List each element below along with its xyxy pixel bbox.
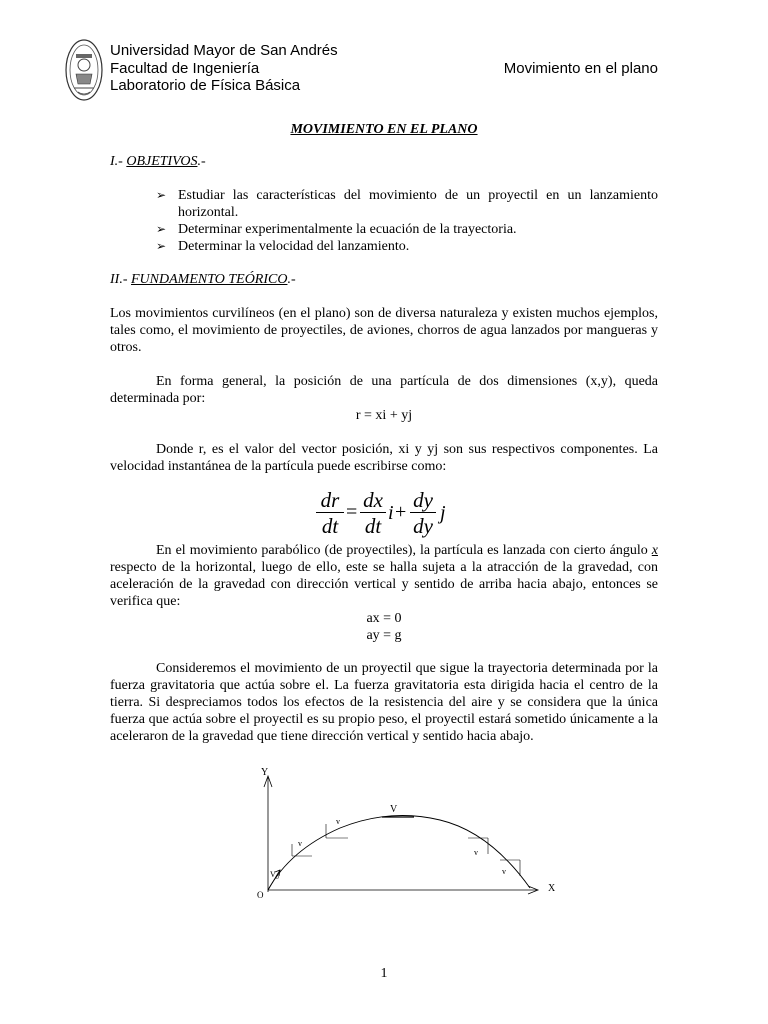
fraction-dx-dt: dx dt: [360, 488, 386, 537]
parabola-trajectory: [268, 816, 530, 891]
university-name: Universidad Mayor de San Andrés: [110, 42, 338, 59]
list-item: ➢ Determinar la velocidad del lanzamiento.: [156, 239, 410, 254]
page-number: 1: [380, 966, 388, 981]
paragraph: En forma general, la posición de una partícula de dos dimensiones (x,y), queda determinada por:: [110, 374, 658, 406]
section-suffix: .-: [197, 154, 206, 169]
section-title: FUNDAMENTO TEÓRICO: [131, 272, 288, 287]
arrow-bullet-icon: ➢: [156, 188, 167, 202]
list-item: ➢ Estudiar las características del movimiento de un proyectil en un lanzamiento horizontal.: [156, 188, 658, 220]
initial-velocity-label: $V_0$: [270, 870, 279, 881]
origin-label: O: [257, 890, 264, 900]
arrow-bullet-icon: ➢: [156, 222, 167, 236]
section-heading-objetivos: [110, 153, 658, 170]
equation-position: r = xi + yj: [355, 408, 413, 423]
unit-i: i: [388, 502, 394, 524]
header-topic: Movimiento en el plano: [503, 59, 658, 77]
velocity-label: v: [474, 848, 478, 857]
lab-name: Laboratorio de Física Básica: [110, 77, 301, 94]
plus-sign: +: [395, 501, 407, 523]
velocity-equation: [316, 488, 456, 540]
faculty-name: Facultad de Ingeniería: [110, 59, 260, 77]
x-axis-label: X: [548, 883, 556, 894]
arrow-bullet-icon: ➢: [156, 239, 167, 253]
equation-ax: ax = 0: [366, 611, 402, 626]
paragraph: Consideremos el movimiento de un proyectil que sigue la trayectoria determinada por la fuerza gravitatoria que actúa sobre el. La fuerza gravitatoria esta dirigida hacia el centro de la tierra. Si despreciamos todos los efectos de la resistencia del aire y se considera que la única fuerza que actúa sobre el proyectil es su propio peso, el proyectil estará sometido únicamente a la aceleraron de la gravedad que tiene dirección vertical y sentido hacia abajo.: [110, 661, 658, 744]
velocity-label: v: [298, 839, 302, 848]
equation-ay: ay = g: [366, 628, 402, 643]
fraction-dr-dt: dr dt: [316, 488, 344, 537]
paragraph: En el movimiento parabólico (de proyectiles), la partícula es lanzada con cierto ángulo x respecto de la horizontal, luego de ello, este se halla sujeta a la atracción de la gravedad, con aceleración de la gravedad con dirección vertical y sentido de arriba hacia abajo, entonces se verifica que:: [110, 543, 658, 609]
section-prefix: I.-: [110, 154, 127, 169]
paragraph: Los movimientos curvilíneos (en el plano) son de diversa naturaleza y existen muchos ejemplos, tales como, el movimiento de proyectiles, de aviones, chorros de agua lanzados por mangueras y otros.: [110, 306, 658, 355]
page-title: MOVIMIENTO EN EL PLANO: [290, 122, 478, 137]
apex-velocity-label: V: [390, 804, 398, 815]
velocity-label: v: [336, 817, 340, 826]
section-prefix: II.-: [110, 272, 131, 287]
header-block: [110, 42, 338, 95]
objectives-list: [156, 187, 658, 255]
university-seal-logo: [64, 38, 104, 102]
angle-symbol: x: [651, 543, 658, 558]
list-item: ➢ Determinar experimentalmente la ecuación de la trayectoria.: [156, 222, 517, 237]
section-title: OBJETIVOS: [126, 154, 198, 169]
section-heading-fundamento: [110, 271, 658, 288]
velocity-label: v: [502, 867, 506, 876]
paragraph: Donde r, es el valor del vector posición, xi y yj son sus respectivos componentes. La velocidad instantánea de la partícula puede escribirse como:: [110, 442, 658, 474]
unit-j: j: [440, 502, 446, 524]
equals-sign: =: [346, 501, 358, 523]
fraction-dy-dy: dy dy: [410, 488, 436, 537]
trajectory-diagram: [230, 760, 570, 910]
y-axis-label: Y: [261, 767, 269, 778]
section-suffix: .-: [287, 272, 296, 287]
